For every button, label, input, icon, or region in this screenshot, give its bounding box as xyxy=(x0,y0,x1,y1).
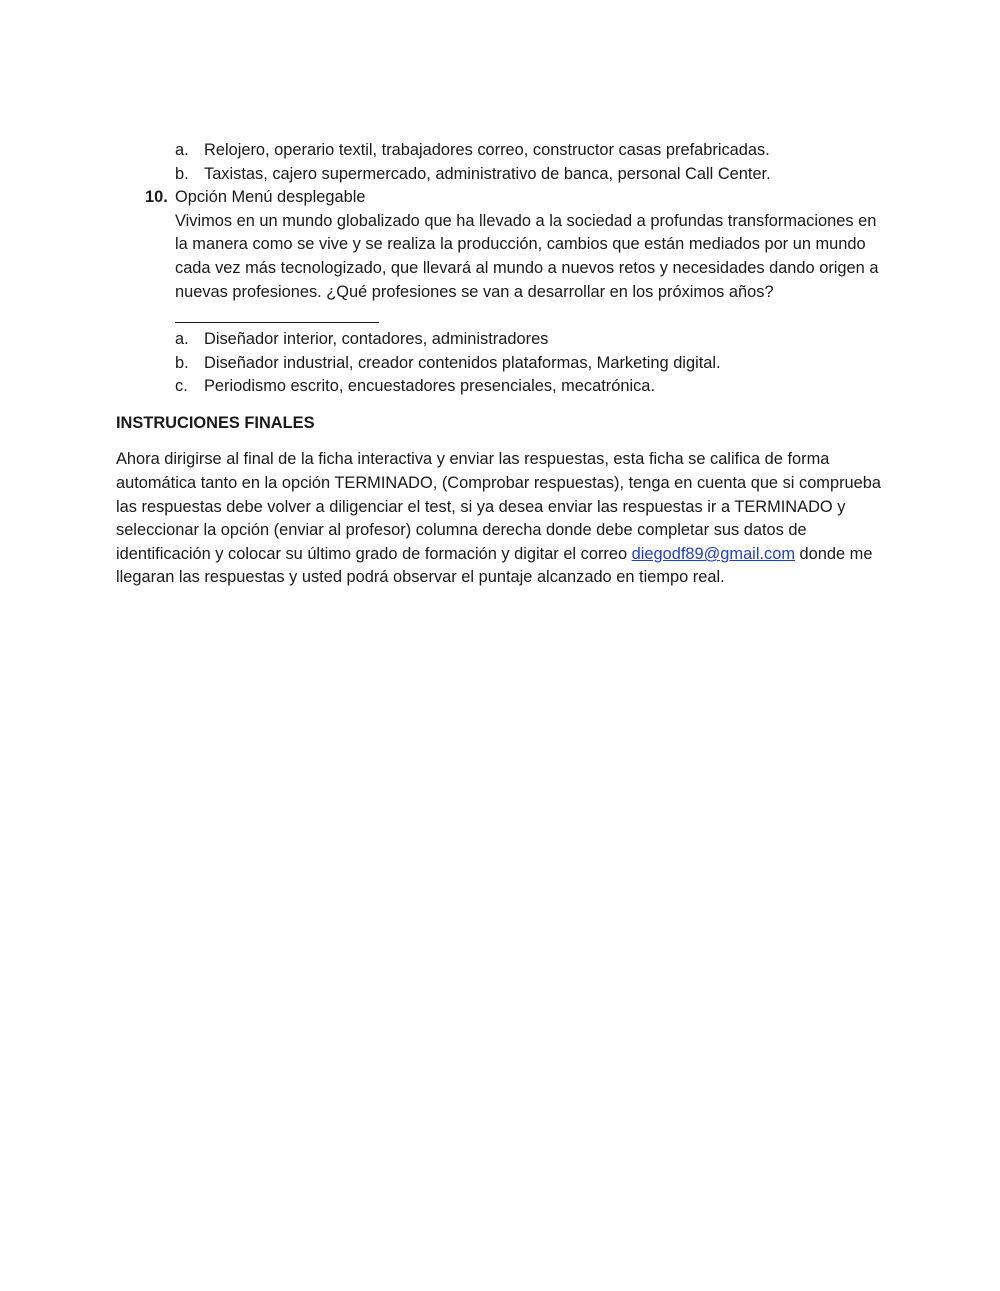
final-instructions-heading: INSTRUCIONES FINALES xyxy=(116,414,315,432)
email-link[interactable]: diegodf89@gmail.com xyxy=(631,545,795,563)
final-instructions-line-3: las respuestas debe volver a diligenciar el test, si ya desea enviar las respuestas ir a TERMINADO y xyxy=(116,498,846,516)
q10-body-line-1: Vivimos en un mundo globalizado que ha llevado a la sociedad a profundas transformaciones en xyxy=(175,212,877,230)
q10-option-a-text: Diseñador interior, contadores, administradores xyxy=(204,330,549,348)
final-instructions-line-4: seleccionar la opción (enviar al profesor) columna derecha donde debe completar sus datos de xyxy=(116,521,807,539)
line-5-lead-text: identificación y colocar su último grado de formación y digitar el correo xyxy=(116,545,632,563)
q10-title: Opción Menú desplegable xyxy=(175,188,366,206)
final-instructions-line-1: Ahora dirigirse al final de la ficha interactiva y enviar las respuestas, esta ficha se califica de forma xyxy=(116,450,830,468)
q10-option-b-marker: b. xyxy=(175,354,189,372)
q9-option-b-marker: b. xyxy=(175,165,189,183)
final-instructions-line-5 xyxy=(116,543,872,567)
q10-body-line-4: nuevas profesiones. ¿Qué profesiones se van a desarrollar en los próximos años? xyxy=(175,283,774,301)
line-5-trail-text: donde me xyxy=(795,545,873,563)
q10-option-c-marker: c. xyxy=(175,377,188,395)
q10-body-line-2: la manera como se vive y se realiza la producción, cambios que están mediados por un mundo xyxy=(175,235,866,253)
q10-body-line-3: cada vez más tecnologizado, que llevará al mundo a nuevos retos y necesidades dando origen a xyxy=(175,259,879,277)
q10-option-c-text: Periodismo escrito, encuestadores presenciales, mecatrónica. xyxy=(204,377,655,395)
final-instructions-line-6: llegaran las respuestas y usted podrá observar el puntaje alcanzado en tiempo real. xyxy=(116,568,725,586)
q9-option-b-text: Taxistas, cajero supermercado, administrativo de banca, personal Call Center. xyxy=(204,165,771,183)
q10-option-a-marker: a. xyxy=(175,330,189,348)
q10-number: 10. xyxy=(145,188,168,206)
answer-blank-line[interactable] xyxy=(175,322,379,323)
final-instructions-line-2: automática tanto en la opción TERMINADO, (Comprobar respuestas), tenga en cuenta que si comprueba xyxy=(116,474,881,492)
q9-option-a-text: Relojero, operario textil, trabajadores correo, constructor casas prefabricadas. xyxy=(204,141,770,159)
q9-option-a-marker: a. xyxy=(175,141,189,159)
q10-option-b-text: Diseñador industrial, creador contenidos plataformas, Marketing digital. xyxy=(204,354,721,372)
